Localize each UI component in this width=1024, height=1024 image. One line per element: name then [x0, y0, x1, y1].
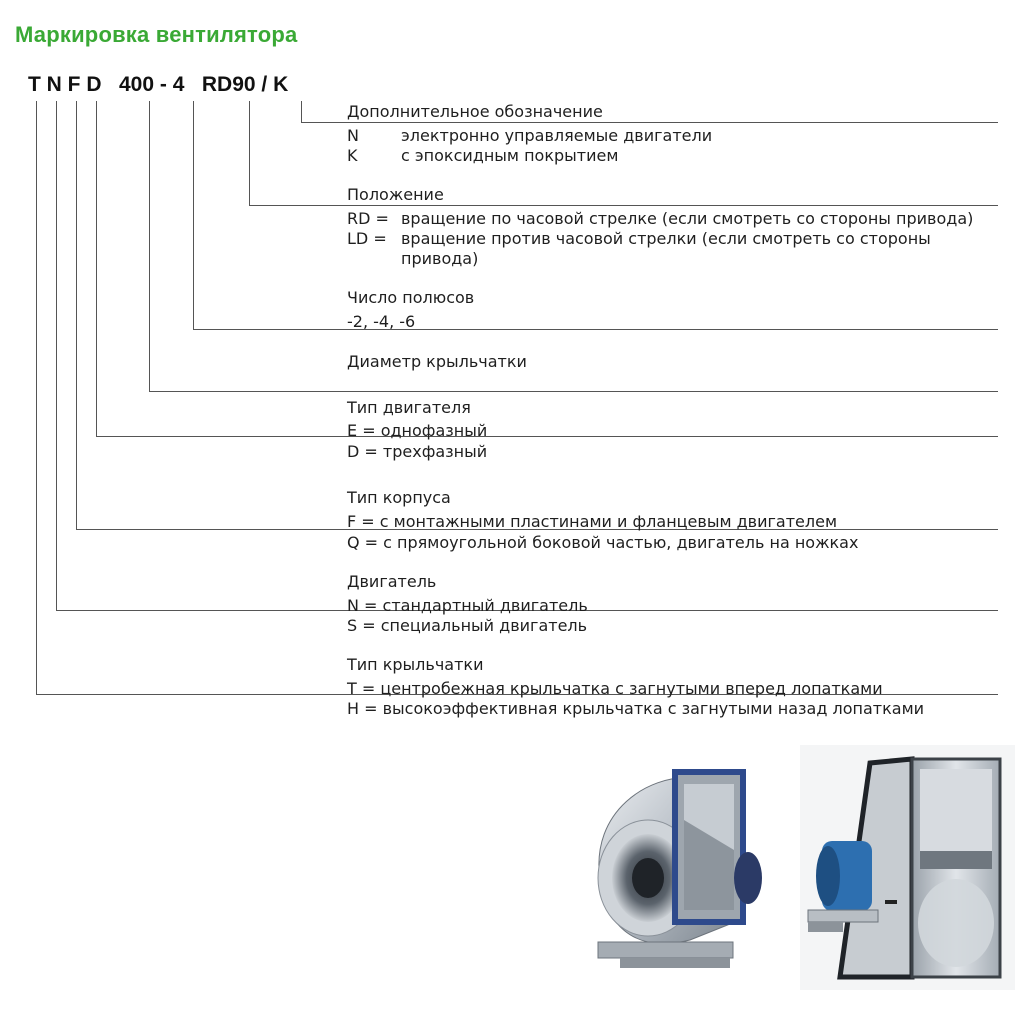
extra-heading: Дополнительное обозначение — [347, 102, 603, 121]
motor-heading: Двигатель — [347, 572, 437, 591]
page-title: Маркировка вентилятора — [15, 22, 298, 47]
motor-line2: S = специальный двигатель — [347, 616, 588, 635]
extra-key-k: K — [347, 146, 358, 165]
extra-key-n: N — [347, 126, 359, 145]
motor-type-heading: Тип двигателя — [347, 398, 471, 417]
centrifugal-fan-image — [580, 760, 770, 985]
housing-line2: Q = с прямоугольной боковой частью, двигатель на ножках — [347, 533, 859, 552]
motor-type-line1: E = однофазный — [347, 421, 488, 440]
position-text-ld: вращение против часовой стрелки (если смотреть со стороны — [401, 229, 931, 248]
position-heading: Положение — [347, 185, 444, 204]
impeller-line2: H = высокоэффективная крыльчатка с загнутыми назад лопатками — [347, 699, 925, 718]
poles-values: -2, -4, -6 — [347, 312, 416, 331]
extra-text-n: электронно управляемые двигатели — [401, 126, 713, 145]
diameter-heading: Диаметр крыльчатки — [347, 352, 527, 371]
position-text-rd: вращение по часовой стрелке (если смотреть со стороны привода) — [401, 209, 974, 228]
housing-line1: F = с монтажными пластинами и фланцевым двигателем — [347, 512, 838, 531]
position-text-ld-cont: привода) — [401, 249, 479, 268]
impeller-heading: Тип крыльчатки — [347, 655, 484, 674]
poles-heading: Число полюсов — [347, 288, 475, 307]
motor-line1: N = стандартный двигатель — [347, 596, 588, 615]
position-key-rd: RD = — [347, 209, 389, 228]
housing-heading: Тип корпуса — [347, 488, 451, 507]
extra-text-k: с эпоксидным покрытием — [401, 146, 619, 165]
fan-with-motor-image — [800, 745, 1015, 990]
impeller-line1: T = центробежная крыльчатка с загнутыми вперед лопатками — [347, 679, 883, 698]
motor-type-line2: D = трехфазный — [347, 442, 488, 461]
position-key-ld: LD = — [347, 229, 387, 248]
fan-code: T N F D 400 - 4 RD90 / K — [28, 73, 289, 96]
